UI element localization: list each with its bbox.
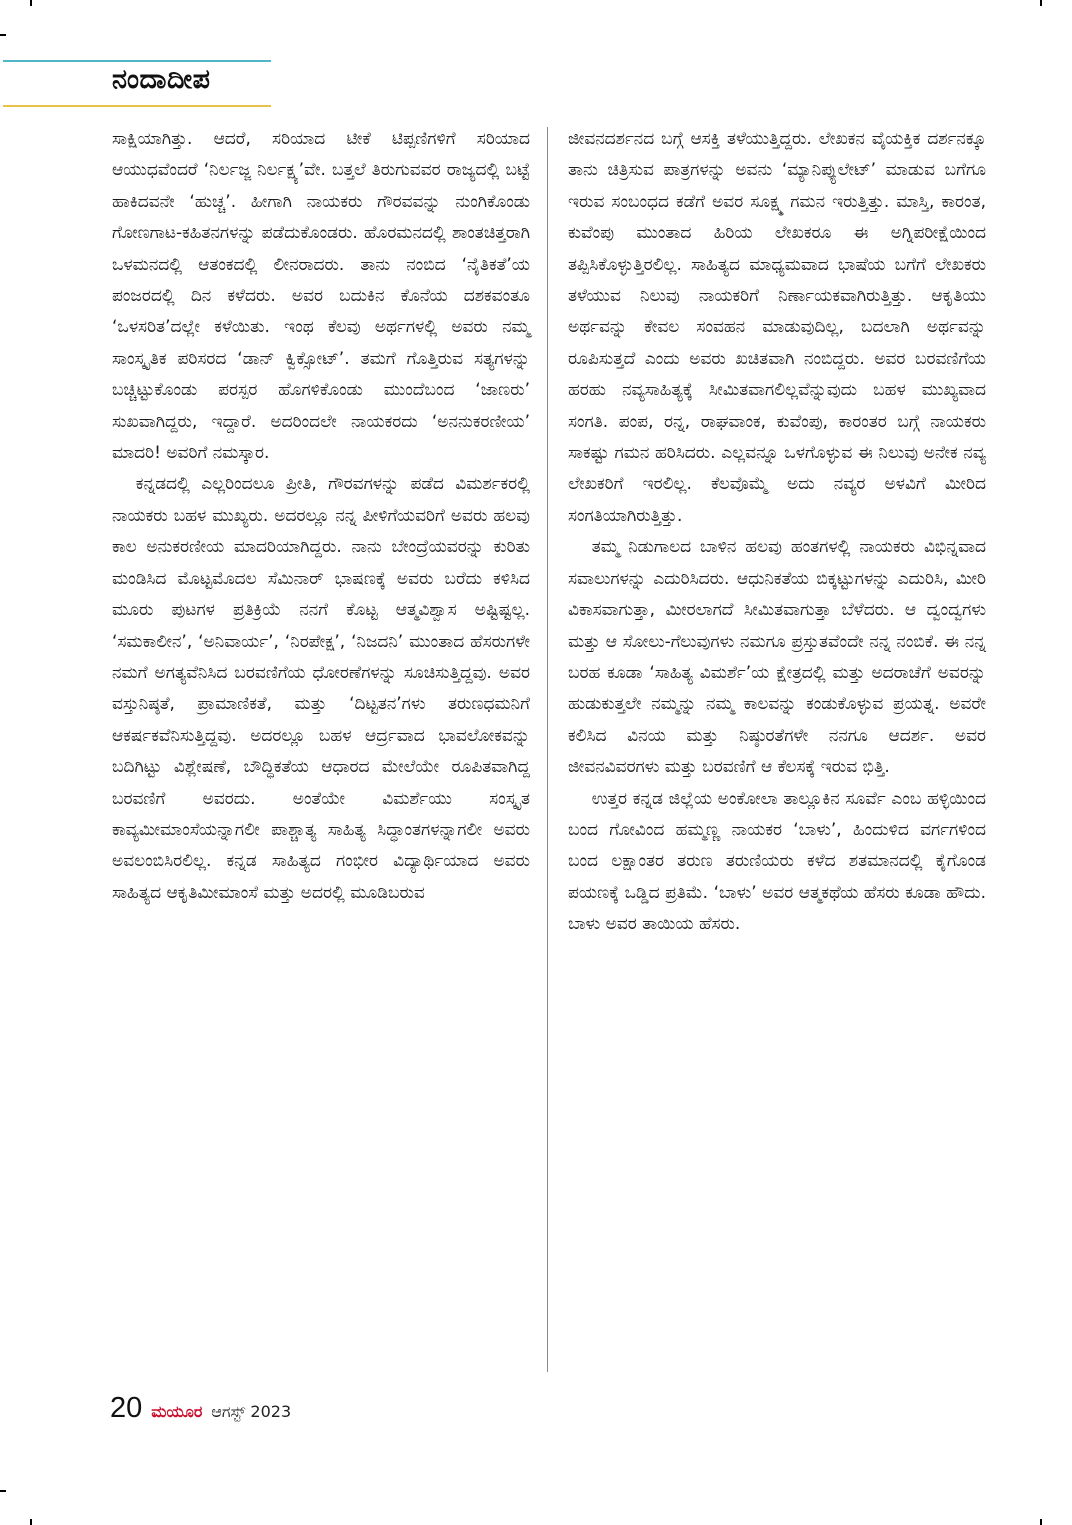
crop-mark-left-upper [0, 34, 6, 36]
crop-mark-top-right [1040, 0, 1042, 6]
crop-mark-left-lower [0, 1490, 6, 1492]
header-rule-top [3, 60, 271, 62]
column-divider [547, 127, 548, 1372]
section-title: ನಂದಾದೀಪ [112, 64, 211, 95]
article-paragraph: ಸಾಕ್ಷಿಯಾಗಿತ್ತು. ಆದರೆ, ಸರಿಯಾದ ಟೀಕೆ ಟಿಪ್ಪಣಿಗಳಿಗೆ ಸರಿಯಾದ ಆಯುಧವೆಂದರೆ ‘ನಿರ್ಲಜ್ಜ ನಿರ್ಲಕ್ಷ್ಯ’ವೇ. ಬತ್ತಲೆ ತಿರುಗುವವರ ರಾಜ್ಯದಲ್ಲಿ ಬಟ್ಟೆ ಹಾಕಿದವನೇ ‘ಹುಚ್ಚ’. ಹೀಗಾಗಿ ನಾಯಕರು ಗೌರವವನ್ನು ನುಂಗಿಕೊಂಡು ಗೋಣಗಾಟ-ಕಹಿತನಗಳನ್ನು ಪಡೆದುಕೊಂಡರು. ಹೊರಮನದಲ್ಲಿ ಶಾಂತಚಿತ್ತರಾಗಿ ಒಳಮನದಲ್ಲಿ ಆತಂಕದಲ್ಲಿ ಲೀನರಾದರು. ತಾನು ನಂಬಿದ ‘ನೈತಿಕತೆ’ಯ ಪಂಜರದಲ್ಲಿ ದಿನ ಕಳೆದರು. ಅವರ ಬದುಕಿನ ಕೊನೆಯ ದಶಕವಂತೂ ‘ಒಳಸರಿತ’ದಲ್ಲೇ ಕಳೆಯಿತು. ಇಂಥ ಕೆಲವು ಅರ್ಥಗಳಲ್ಲಿ ಅವರು ನಮ್ಮ ಸಾಂಸ್ಕೃತಿಕ ಪರಿಸರದ ‘ಡಾನ್ ಕ್ವಿಕ್ಸೋಟ್’. ತಮಗೆ ಗೊತ್ತಿರುವ ಸತ್ಯಗಳನ್ನು ಬಚ್ಚಿಟ್ಟುಕೊಂಡು ಪರಸ್ಪರ ಹೊಗಳಿಕೊಂಡು ಮುಂದೆಬಂದ ‘ಜಾಣರು’ ಸುಖವಾಗಿದ್ದರು, ಇದ್ದಾರೆ. ಅದರಿಂದಲೇ ನಾಯಕರದು ‘ಅನನುಕರಣೀಯ’ ಮಾದರಿ! ಅವರಿಗೆ ನಮಸ್ಕಾರ. [112, 129, 530, 464]
magazine-name: ಮಯೂರ [151, 1402, 203, 1421]
article-paragraph: ಕನ್ನಡದಲ್ಲಿ ಎಲ್ಲರಿಂದಲೂ ಪ್ರೀತಿ, ಗೌರವಗಳನ್ನು ಪಡೆದ ವಿಮರ್ಶಕರಲ್ಲಿ ನಾಯಕರು ಬಹಳ ಮುಖ್ಯರು. ಅದರಲ್ಲೂ ನನ್ನ ಪೀಳಿಗೆಯವರಿಗೆ ಅವರು ಹಲವು ಕಾಲ ಅನುಕರಣೀಯ ಮಾದರಿಯಾಗಿದ್ದರು. ನಾನು ಬೇಂದ್ರೆಯವರನ್ನು ಕುರಿತು ಮಂಡಿಸಿದ ಮೊಟ್ಟಮೊದಲ ಸೆಮಿನಾರ್ ಭಾಷಣಕ್ಕೆ ಅವರು ಬರೆದು ಕಳಿಸಿದ ಮೂರು ಪುಟಗಳ ಪ್ರತಿಕ್ರಿಯೆ ನನಗೆ ಕೊಟ್ಟ ಆತ್ಮವಿಶ್ವಾಸ ಅಷ್ಟಿಷ್ಟಲ್ಲ. ‘ಸಮಕಾಲೀನ’, ‘ಅನಿವಾರ್ಯ’, ‘ನಿರಪೇಕ್ಷ’, ‘ನಿಜದನಿ’ ಮುಂತಾದ ಹೆಸರುಗಳೇ ನಮಗೆ ಅಗತ್ಯವೆನಿಸಿದ ಬರವಣಿಗೆಯ ಧೋರಣೆಗಳನ್ನು ಸೂಚಿಸುತ್ತಿದ್ದವು. ಅವರ ವಸ್ತುನಿಷ್ಠತೆ, ಪ್ರಾಮಾಣಿಕತೆ, ಮತ್ತು ‘ದಿಟ್ಟತನ’ಗಳು ತರುಣಧಮನಿಗೆ ಆಕರ್ಷಕವೆನಿಸುತ್ತಿದ್ದವು. ಅದರಲ್ಲೂ ಬಹಳ ಆರ್ದ್ರವಾದ ಭಾವಲೋಕವನ್ನು ಬದಿಗಿಟ್ಟು ವಿಶ್ಲೇಷಣೆ, ಬೌದ್ಧಿಕತೆಯ ಆಧಾರದ ಮೇಲೆಯೇ ರೂಪಿತವಾಗಿದ್ದ ಬರವಣಿಗೆ ಅವರದು. ಅಂತೆಯೇ ವಿಮರ್ಶೆಯು ಸಂಸ್ಕೃತ ಕಾವ್ಯಮೀಮಾಂಸೆಯನ್ನಾಗಲೀ ಪಾಶ್ಚಾತ್ಯ ಸಾಹಿತ್ಯ ಸಿದ್ಧಾಂತಗಳನ್ನಾಗಲೀ ಅವರು ಅವಲಂಬಿಸಿರಲಿಲ್ಲ. ಕನ್ನಡ ಸಾಹಿತ್ಯದ ಗಂಭೀರ ವಿದ್ಯಾರ್ಥಿಯಾದ ಅವರು ಸಾಹಿತ್ಯದ ಆಕೃತಿಮೀಮಾಂಸೆ ಮತ್ತು ಅದರಲ್ಲಿ ಮೂಡಿಬರುವ [112, 474, 530, 903]
article-column-left [112, 124, 530, 909]
article-paragraph: ತಮ್ಮ ನಿಡುಗಾಲದ ಬಾಳಿನ ಹಲವು ಹಂತಗಳಲ್ಲಿ ನಾಯಕರು ವಿಭಿನ್ನವಾದ ಸವಾಲುಗಳನ್ನು ಎದುರಿಸಿದರು. ಆಧುನಿಕತೆಯ ಬಿಕ್ಕಟ್ಟುಗಳನ್ನು ಎದುರಿಸಿ, ಮೀರಿ ವಿಕಾಸವಾಗುತ್ತಾ, ಮೀರಲಾಗದೆ ಸೀಮಿತವಾಗುತ್ತಾ ಬೆಳೆದರು. ಆ ದ್ವಂದ್ವಗಳು ಮತ್ತು ಆ ಸೋಲು-ಗೆಲುವುಗಳು ನಮಗೂ ಪ್ರಸ್ತುತವೆಂದೇ ನನ್ನ ನಂಬಿಕೆ. ಈ ನನ್ನ ಬರಹ ಕೂಡಾ ‘ಸಾಹಿತ್ಯ ವಿಮರ್ಶೆ’ಯ ಕ್ಷೇತ್ರದಲ್ಲಿ ಮತ್ತು ಅದರಾಚೆಗೆ ಅವರನ್ನು ಹುಡುಕುತ್ತಲೇ ನಮ್ಮನ್ನು ನಮ್ಮ ಕಾಲವನ್ನು ಕಂಡುಕೊಳ್ಳುವ ಪ್ರಯತ್ನ. ಅವರೇ ಕಲಿಸಿದ ವಿನಯ ಮತ್ತು ನಿಷ್ಠುರತೆಗಳೇ ನನಗೂ ಆದರ್ಶ. ಅವರ ಜೀವನವಿವರಗಳು ಮತ್ತು ಬರವಣಿಗೆ ಆ ಕೆಲಸಕ್ಕೆ ಇರುವ ಭಿತ್ತಿ. [568, 537, 986, 778]
issue-date: ಆಗಸ್ಟ್ 2023 [211, 1402, 292, 1421]
page-number: 20 [110, 1392, 143, 1424]
page-footer [110, 1392, 291, 1425]
header-rule-bottom [3, 105, 271, 107]
article-paragraph: ಉತ್ತರ ಕನ್ನಡ ಜಿಲ್ಲೆಯ ಅಂಕೋಲಾ ತಾಲ್ಲೂಕಿನ ಸೂರ್ವೆ ಎಂಬ ಹಳ್ಳಿಯಿಂದ ಬಂದ ಗೋವಿಂದ ಹಮ್ಮಣ್ಣ ನಾಯಕರ ‘ಬಾಳು’, ಹಿಂದುಳಿದ ವರ್ಗಗಳಿಂದ ಬಂದ ಲಕ್ಷಾಂತರ ತರುಣ ತರುಣಿಯರು ಕಳೆದ ಶತಮಾನದಲ್ಲಿ ಕೈಗೊಂಡ ಪಯಣಕ್ಕೆ ಒಡ್ಡಿದ ಪ್ರತಿಮೆ. ‘ಬಾಳು’ ಅವರ ಆತ್ಮಕಥೆಯ ಹೆಸರು ಕೂಡಾ ಹೌದು. ಬಾಳು ಅವರ ತಾಯಿಯ ಹೆಸರು. [568, 788, 986, 935]
article-column-right [568, 124, 986, 941]
crop-mark-bottom-left [30, 1519, 32, 1525]
crop-mark-top-left [30, 0, 32, 6]
crop-mark-bottom-right [1040, 1519, 1042, 1525]
article-paragraph: ಜೀವನದರ್ಶನದ ಬಗ್ಗೆ ಆಸಕ್ತಿ ತಳೆಯುತ್ತಿದ್ದರು. ಲೇಖಕನ ವೈಯಕ್ತಿಕ ದರ್ಶನಕ್ಕೂ ತಾನು ಚಿತ್ರಿಸುವ ಪಾತ್ರಗಳನ್ನು ಅವನು ‘ಮ್ಯಾನಿಪ್ಯುಲೇಟ್’ ಮಾಡುವ ಬಗೆಗೂ ಇರುವ ಸಂಬಂಧದ ಕಡೆಗೆ ಅವರ ಸೂಕ್ಷ್ಮ ಗಮನ ಇರುತ್ತಿತ್ತು. ಮಾಸ್ತಿ, ಕಾರಂತ, ಕುವೆಂಪು ಮುಂತಾದ ಹಿರಿಯ ಲೇಖಕರೂ ಈ ಅಗ್ನಿಪರೀಕ್ಷೆಯಿಂದ ತಪ್ಪಿಸಿಕೊಳ್ಳುತ್ತಿರಲಿಲ್ಲ. ಸಾಹಿತ್ಯದ ಮಾಧ್ಯಮವಾದ ಭಾಷೆಯ ಬಗೆಗೆ ಲೇಖಕರು ತಳೆಯುವ ನಿಲುವು ನಾಯಕರಿಗೆ ನಿರ್ಣಾಯಕವಾಗಿರುತ್ತಿತ್ತು. ಆಕೃತಿಯು ಅರ್ಥವನ್ನು ಕೇವಲ ಸಂವಹನ ಮಾಡುವುದಿಲ್ಲ, ಬದಲಾಗಿ ಅರ್ಥವನ್ನು ರೂಪಿಸುತ್ತದೆ ಎಂದು ಅವರು ಖಚಿತವಾಗಿ ನಂಬಿದ್ದರು. ಅವರ ಬರವಣಿಗೆಯ ಹರಹು ನವ್ಯಸಾಹಿತ್ಯಕ್ಕೆ ಸೀಮಿತವಾಗಲಿಲ್ಲವೆನ್ನುವುದು ಬಹಳ ಮುಖ್ಯವಾದ ಸಂಗತಿ. ಪಂಪ, ರನ್ನ, ರಾಘವಾಂಕ, ಕುವೆಂಪು, ಕಾರಂತರ ಬಗ್ಗೆ ನಾಯಕರು ಸಾಕಷ್ಟು ಗಮನ ಹರಿಸಿದರು. ಎಲ್ಲವನ್ನೂ ಒಳಗೊಳ್ಳುವ ಈ ನಿಲುವು ಅನೇಕ ನವ್ಯ ಲೇಖಕರಿಗೆ ಇರಲಿಲ್ಲ. ಕೆಲವೊಮ್ಮೆ ಅದು ನವ್ಯರ ಅಳವಿಗೆ ಮೀರಿದ ಸಂಗತಿಯಾಗಿರುತ್ತಿತ್ತು. [568, 129, 986, 526]
